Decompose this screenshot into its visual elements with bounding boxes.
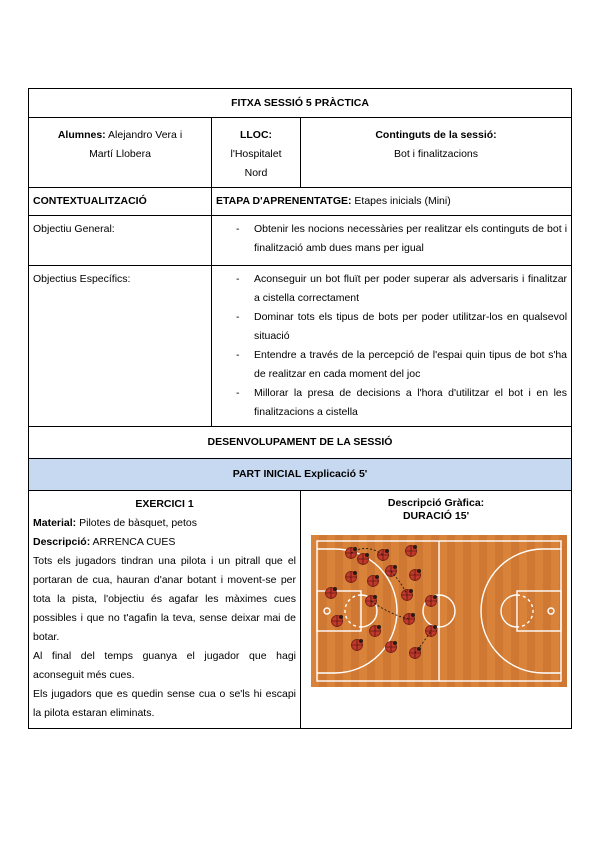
general-objective-cell <box>212 216 572 266</box>
basketball-player-icon <box>406 545 418 557</box>
specific-objective-item: - Millorar la presa de decisions a l'hora d'utilitzar el bot i en les finalitzacions a cistella <box>236 384 567 422</box>
duration-label: DURACIÓ 15' <box>402 510 470 522</box>
graphic-cell <box>301 491 572 729</box>
part-initial-header: PART INICIAL Explicació 5' <box>29 459 572 491</box>
exercise-paragraph: Els jugadors que es quedin sense cua o se'ls hi escapi la pilota estaran eliminats. <box>33 688 296 719</box>
basketball-player-icon <box>352 639 364 651</box>
basketball-player-icon <box>346 571 358 583</box>
basketball-player-icon <box>326 587 338 599</box>
basketball-player-icon <box>368 575 380 587</box>
specific-objectives-label: Objectius Específics: <box>29 266 212 427</box>
general-objective-label: Objectiu General: <box>29 216 212 266</box>
specific-objectives-list <box>216 270 567 422</box>
basketball-player-icon <box>358 553 370 565</box>
exercise-title: EXERCICI 1 <box>135 498 194 510</box>
description-value: ARRENCA CUES <box>92 536 176 548</box>
exercise-paragraph: Tots els jugadors tindran una pilota i un pitrall que el portaran de cua, hauran d'anar botant i movent-se per tota la pista, l'objectiu és agafar les màximes cues possibles i que no t'agafin la teva, sense deixar mai de botar. <box>33 555 296 643</box>
stage-label: ETAPA D'APRENENTATGE: <box>216 195 352 207</box>
session-sheet <box>28 88 572 729</box>
material-value: Pilotes de bàsquet, petos <box>79 517 198 529</box>
contents-value: Bot i finalitzacions <box>393 148 479 160</box>
basketball-player-icon <box>370 625 382 637</box>
students-value-2: Martí Llobera <box>89 148 151 160</box>
basketball-player-icon <box>410 569 422 581</box>
basketball-player-icon <box>386 641 398 653</box>
place-value-2: Nord <box>244 167 268 179</box>
material-label: Material: <box>33 517 77 529</box>
exercise-cell <box>29 491 301 729</box>
development-header: DESENVOLUPAMENT DE LA SESSIÓ <box>29 427 572 459</box>
description-label: Descripció: <box>33 536 91 548</box>
general-objective-list <box>216 220 567 258</box>
specific-objective-item: - Entendre a través de la percepció de l'espai quin tipus de bot s'ha de realitzar en cada moment del joc <box>236 346 567 384</box>
basketball-player-icon <box>386 565 398 577</box>
stage-cell <box>212 188 572 216</box>
basketball-player-icon <box>378 549 390 561</box>
contents-label: Continguts de la sessió: <box>375 129 497 141</box>
basketball-player-icon <box>332 615 344 627</box>
basketball-court <box>311 535 567 687</box>
specific-objective-item: - Dominar tots els tipus de bots per poder utilitzar-los en qualsevol situació <box>236 308 567 346</box>
students-value-1: Alejandro Vera i <box>108 129 183 141</box>
place-value-1: l'Hospitalet <box>230 148 282 160</box>
basketball-player-icon <box>404 613 416 625</box>
specific-objective-item: - Aconseguir un bot fluït per poder superar als adversaris i finalitzar a cistella correctament <box>236 270 567 308</box>
sheet-title: FITXA SESSIÓ 5 PRÀCTICA <box>29 89 572 118</box>
general-objective-item: - Obtenir les nocions necessàries per realitzar els continguts de bot i finalització amb dues mans per igual <box>236 220 567 258</box>
place-cell <box>212 118 301 188</box>
stage-value: Etapes inicials (Mini) <box>354 195 451 207</box>
specific-objectives-cell <box>212 266 572 427</box>
place-label: LLOC: <box>239 129 273 141</box>
students-cell <box>29 118 212 188</box>
basketball-player-icon <box>426 625 438 637</box>
context-label: CONTEXTUALITZACIÓ <box>29 188 212 216</box>
basketball-player-icon <box>426 595 438 607</box>
students-label: Alumnes: <box>57 129 106 141</box>
graphic-title: Descripció Gràfica: <box>387 497 485 509</box>
exercise-paragraph: Al final del temps guanya el jugador que hagi aconseguit més cues. <box>33 650 296 681</box>
contents-cell <box>301 118 572 188</box>
